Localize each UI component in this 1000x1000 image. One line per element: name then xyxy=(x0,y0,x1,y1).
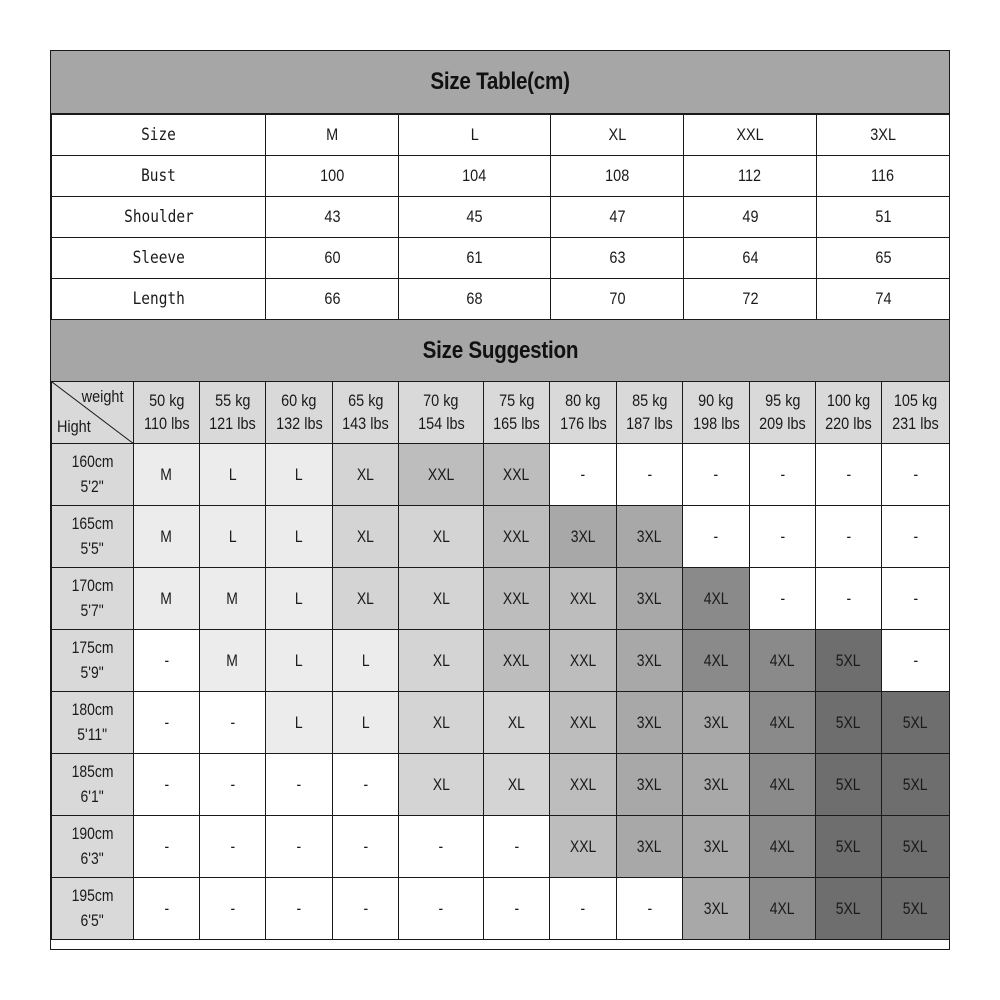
height-row xyxy=(52,754,950,816)
size-suggestion-cell: 5XL xyxy=(882,754,950,816)
size-suggestion-cell: M xyxy=(134,568,200,630)
size-suggestion-cell: 3XL xyxy=(683,692,750,754)
size-table-row xyxy=(52,279,950,320)
measurement-value: L xyxy=(399,115,551,156)
weight-header xyxy=(683,382,750,444)
size-suggestion-cell: XXL xyxy=(484,444,550,506)
weight-header xyxy=(617,382,683,444)
measurement-label: Sleeve xyxy=(52,238,266,279)
measurement-value: 51 xyxy=(817,197,950,238)
size-suggestion-cell: XL xyxy=(484,692,550,754)
size-suggestion-cell: - xyxy=(683,444,750,506)
measurement-value: 61 xyxy=(399,238,551,279)
measurement-value: 64 xyxy=(684,238,817,279)
size-suggestion-cell: 3XL xyxy=(683,878,750,940)
size-suggestion-cell: 3XL xyxy=(617,816,683,878)
size-suggestion-cell: M xyxy=(134,444,200,506)
size-suggestion-cell: 5XL xyxy=(816,630,882,692)
size-suggestion-cell: 5XL xyxy=(882,692,950,754)
height-header xyxy=(52,878,134,940)
size-suggestion-cell: 3XL xyxy=(550,506,617,568)
weight-header xyxy=(750,382,816,444)
size-suggestion-cell: - xyxy=(200,816,266,878)
height-ft: 5'11" xyxy=(77,724,108,744)
height-ft: 6'3" xyxy=(80,848,105,868)
height-row xyxy=(52,816,950,878)
measurement-value: XXL xyxy=(684,115,817,156)
size-suggestion-cell: - xyxy=(134,816,200,878)
size-suggestion-cell: - xyxy=(134,692,200,754)
size-suggestion-cell: XXL xyxy=(399,444,484,506)
size-suggestion-cell: - xyxy=(816,444,882,506)
size-suggestion-cell: 5XL xyxy=(816,878,882,940)
height-header xyxy=(52,692,134,754)
size-suggestion-cell: 3XL xyxy=(617,630,683,692)
size-suggestion-cell: 3XL xyxy=(617,506,683,568)
size-suggestion-cell: - xyxy=(399,816,484,878)
measurement-value: 43 xyxy=(266,197,399,238)
height-header xyxy=(52,630,134,692)
height-axis-label: Hight xyxy=(56,417,91,437)
size-suggestion-cell: 3XL xyxy=(683,816,750,878)
height-cm: 195cm xyxy=(71,885,114,905)
size-suggestion-cell: - xyxy=(683,506,750,568)
weight-lbs: 187 lbs xyxy=(626,413,673,433)
size-suggestion-cell: XXL xyxy=(550,630,617,692)
size-suggestion-cell: - xyxy=(266,878,333,940)
size-suggestion-cell: 5XL xyxy=(816,816,882,878)
measurement-value: 100 xyxy=(266,156,399,197)
height-row xyxy=(52,568,950,630)
weight-header xyxy=(484,382,550,444)
weight-header xyxy=(882,382,950,444)
size-suggestion-cell: XXL xyxy=(484,568,550,630)
size-suggestion-cell: 5XL xyxy=(882,816,950,878)
size-suggestion-cell: - xyxy=(882,630,950,692)
measurement-label: Bust xyxy=(52,156,266,197)
size-table-row xyxy=(52,197,950,238)
weight-header xyxy=(550,382,617,444)
measurement-value: 72 xyxy=(684,279,817,320)
height-cm: 190cm xyxy=(71,823,114,843)
measurement-label: Shoulder xyxy=(52,197,266,238)
weight-lbs: 231 lbs xyxy=(892,413,939,433)
weight-header xyxy=(399,382,484,444)
size-table-row xyxy=(52,156,950,197)
weight-lbs: 220 lbs xyxy=(825,413,872,433)
size-suggestion-cell: - xyxy=(617,444,683,506)
weight-header-row xyxy=(52,382,950,444)
size-suggestion-cell: XXL xyxy=(550,692,617,754)
height-header xyxy=(52,444,134,506)
size-suggestion-cell: 3XL xyxy=(617,754,683,816)
size-table xyxy=(51,114,950,320)
size-suggestion-cell: XL xyxy=(399,692,484,754)
weight-kg: 60 kg xyxy=(281,390,317,410)
size-suggestion-cell: 4XL xyxy=(683,630,750,692)
measurement-value: 104 xyxy=(399,156,551,197)
size-suggestion-cell: M xyxy=(200,568,266,630)
size-suggestion-cell: - xyxy=(882,568,950,630)
weight-kg: 50 kg xyxy=(148,390,185,410)
size-suggestion-cell: - xyxy=(200,878,266,940)
size-suggestion-cell: - xyxy=(882,506,950,568)
height-header xyxy=(52,754,134,816)
size-suggestion-cell: L xyxy=(266,630,333,692)
weight-lbs: 198 lbs xyxy=(692,413,740,433)
height-header xyxy=(52,816,134,878)
height-cm: 175cm xyxy=(71,637,114,657)
size-suggestion-cell: L xyxy=(333,630,399,692)
size-chart xyxy=(50,50,950,950)
weight-kg: 75 kg xyxy=(498,390,535,410)
size-suggestion-cell: - xyxy=(399,878,484,940)
measurement-value: M xyxy=(266,115,399,156)
size-suggestion-cell: XXL xyxy=(550,816,617,878)
measurement-value: 60 xyxy=(266,238,399,279)
height-row xyxy=(52,444,950,506)
weight-kg: 85 kg xyxy=(631,390,668,410)
size-suggestion-cell: - xyxy=(333,754,399,816)
weight-header xyxy=(200,382,266,444)
measurement-value: XL xyxy=(551,115,684,156)
size-table-row xyxy=(52,238,950,279)
height-cm: 180cm xyxy=(71,699,114,719)
size-suggestion-cell: - xyxy=(134,630,200,692)
size-suggestion-cell: L xyxy=(200,506,266,568)
size-suggestion-cell: XL xyxy=(333,568,399,630)
size-suggestion-cell: XL xyxy=(399,630,484,692)
weight-kg: 70 kg xyxy=(423,390,459,410)
weight-kg: 95 kg xyxy=(764,390,801,410)
size-suggestion-cell: - xyxy=(550,444,617,506)
size-suggestion-cell: XXL xyxy=(550,754,617,816)
size-suggestion-cell: 4XL xyxy=(750,816,816,878)
measurement-value: 63 xyxy=(551,238,684,279)
weight-header xyxy=(134,382,200,444)
height-ft: 6'5" xyxy=(80,910,105,930)
height-ft: 5'7" xyxy=(80,600,105,620)
size-suggestion-cell: XL xyxy=(333,444,399,506)
size-suggestion-cell: 3XL xyxy=(683,754,750,816)
size-suggestion-cell: 5XL xyxy=(816,754,882,816)
size-suggestion-cell: - xyxy=(484,816,550,878)
weight-kg: 100 kg xyxy=(826,390,871,410)
weight-lbs: 110 lbs xyxy=(143,413,190,433)
weight-lbs: 121 lbs xyxy=(209,413,256,433)
height-row xyxy=(52,630,950,692)
height-cm: 170cm xyxy=(71,575,114,595)
size-suggestion-cell: - xyxy=(617,878,683,940)
weight-header xyxy=(333,382,399,444)
size-suggestion-title: Size Suggestion xyxy=(51,319,949,383)
size-suggestion-cell: - xyxy=(484,878,550,940)
height-ft: 5'2" xyxy=(80,476,105,496)
size-suggestion-cell: - xyxy=(550,878,617,940)
size-suggestion-cell: XL xyxy=(333,506,399,568)
height-ft: 6'1" xyxy=(80,786,105,806)
measurement-value: 65 xyxy=(817,238,950,279)
size-suggestion-cell: XL xyxy=(399,568,484,630)
size-suggestion-cell: L xyxy=(266,506,333,568)
size-suggestion-cell: L xyxy=(266,692,333,754)
size-suggestion-cell: M xyxy=(134,506,200,568)
height-header xyxy=(52,568,134,630)
size-suggestion-cell: - xyxy=(333,816,399,878)
measurement-value: 66 xyxy=(266,279,399,320)
size-table-title: Size Table(cm) xyxy=(51,51,949,114)
size-suggestion-cell: M xyxy=(200,630,266,692)
measurement-label: Length xyxy=(52,279,266,320)
size-suggestion-cell: 4XL xyxy=(683,568,750,630)
size-suggestion-cell: - xyxy=(266,816,333,878)
size-suggestion-cell: 4XL xyxy=(750,754,816,816)
weight-lbs: 132 lbs xyxy=(275,413,323,433)
size-suggestion-cell: 4XL xyxy=(750,630,816,692)
weight-lbs: 209 lbs xyxy=(759,413,806,433)
size-suggestion-cell: XL xyxy=(484,754,550,816)
corner-header xyxy=(52,382,134,444)
size-suggestion-cell: - xyxy=(333,878,399,940)
height-ft: 5'9" xyxy=(80,662,105,682)
size-suggestion-cell: - xyxy=(750,444,816,506)
size-suggestion-cell: L xyxy=(266,444,333,506)
size-suggestion-table xyxy=(51,381,950,940)
size-suggestion-cell: - xyxy=(750,568,816,630)
size-suggestion-cell: - xyxy=(882,444,950,506)
size-suggestion-cell: XL xyxy=(399,506,484,568)
weight-kg: 90 kg xyxy=(698,390,734,410)
height-cm: 165cm xyxy=(71,513,114,533)
size-suggestion-cell: L xyxy=(333,692,399,754)
weight-lbs: 143 lbs xyxy=(342,413,389,433)
size-suggestion-cell: - xyxy=(200,754,266,816)
size-suggestion-cell: L xyxy=(266,568,333,630)
measurement-value: 70 xyxy=(551,279,684,320)
measurement-value: 112 xyxy=(684,156,817,197)
height-row xyxy=(52,692,950,754)
weight-lbs: 154 lbs xyxy=(417,413,465,433)
weight-axis-label: weight xyxy=(81,387,124,406)
measurement-value: 45 xyxy=(399,197,551,238)
height-cm: 185cm xyxy=(71,761,114,781)
size-suggestion-cell: - xyxy=(816,506,882,568)
height-row xyxy=(52,878,950,940)
measurement-value: 49 xyxy=(684,197,817,238)
weight-header xyxy=(266,382,333,444)
size-suggestion-cell: 3XL xyxy=(617,692,683,754)
weight-kg: 65 kg xyxy=(347,390,384,410)
size-suggestion-cell: 4XL xyxy=(750,692,816,754)
height-header xyxy=(52,506,134,568)
measurement-value: 108 xyxy=(551,156,684,197)
measurement-label: Size xyxy=(52,115,266,156)
measurement-value: 68 xyxy=(399,279,551,320)
size-suggestion-cell: - xyxy=(266,754,333,816)
measurement-value: 3XL xyxy=(817,115,950,156)
size-suggestion-cell: XL xyxy=(399,754,484,816)
size-suggestion-cell: 4XL xyxy=(750,878,816,940)
measurement-value: 47 xyxy=(551,197,684,238)
size-suggestion-cell: - xyxy=(134,754,200,816)
size-suggestion-cell: 5XL xyxy=(816,692,882,754)
height-cm: 160cm xyxy=(71,451,114,471)
size-suggestion-cell: XXL xyxy=(550,568,617,630)
size-suggestion-cell: L xyxy=(200,444,266,506)
height-row xyxy=(52,506,950,568)
weight-header xyxy=(816,382,882,444)
measurement-value: 74 xyxy=(817,279,950,320)
weight-lbs: 165 lbs xyxy=(493,413,540,433)
height-ft: 5'5" xyxy=(80,538,105,558)
size-suggestion-cell: XXL xyxy=(484,506,550,568)
weight-lbs: 176 lbs xyxy=(559,413,607,433)
measurement-value: 116 xyxy=(817,156,950,197)
size-suggestion-cell: - xyxy=(816,568,882,630)
size-suggestion-cell: - xyxy=(750,506,816,568)
size-table-row xyxy=(52,115,950,156)
size-suggestion-cell: - xyxy=(200,692,266,754)
size-suggestion-cell: XXL xyxy=(484,630,550,692)
size-suggestion-cell: 3XL xyxy=(617,568,683,630)
size-suggestion-cell: 5XL xyxy=(882,878,950,940)
size-suggestion-cell: - xyxy=(134,878,200,940)
weight-kg: 80 kg xyxy=(565,390,601,410)
weight-kg: 55 kg xyxy=(214,390,251,410)
weight-kg: 105 kg xyxy=(893,390,938,410)
